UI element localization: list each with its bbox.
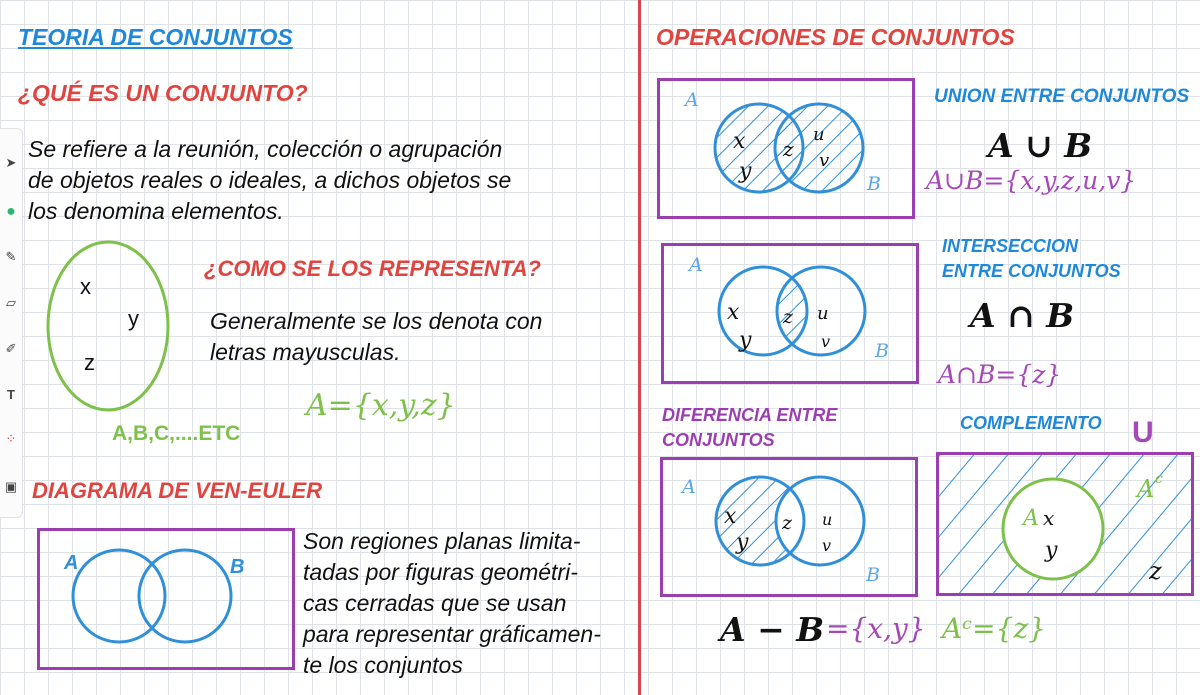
venn-example-diagram xyxy=(37,528,295,670)
definition-line: los denomina elementos. xyxy=(28,198,284,224)
difference-heading xyxy=(662,403,837,453)
venn-circle-b xyxy=(139,550,231,642)
complement-label-a: A xyxy=(1023,506,1039,531)
green-dot-icon[interactable]: ● xyxy=(6,203,16,220)
definition-line: de objetos reales o ideales, a dichos objetos se xyxy=(28,167,512,193)
difference-elem-y: y xyxy=(736,530,749,555)
difference-label-a: A xyxy=(682,476,696,498)
diagram-line: cas cerradas que se usan xyxy=(303,590,567,616)
difference-elem-x: x xyxy=(724,504,737,529)
highlighter-icon[interactable]: ✐ xyxy=(5,341,17,356)
complement-elem-z: z xyxy=(1149,557,1162,585)
diagram-line: te los conjuntos xyxy=(303,652,463,678)
represent-heading: ¿COMO SE LOS REPRESENTA? xyxy=(204,256,541,281)
venn-label-a: A xyxy=(64,552,79,574)
intersection-elem-u: u xyxy=(817,303,829,324)
union-elem-z: z xyxy=(783,137,794,161)
add-page-icon[interactable]: ▣ xyxy=(4,479,18,494)
letters-example: A,B,C,....ETC xyxy=(112,422,241,445)
intersection-label-a: A xyxy=(689,254,703,276)
page-divider xyxy=(638,0,641,695)
diagram-heading: DIAGRAMA DE VEN-EULER xyxy=(32,478,323,503)
union-elem-y: y xyxy=(739,159,752,184)
represent-text xyxy=(210,306,542,368)
shapes-icon[interactable]: ⁘ xyxy=(5,431,17,446)
diagram-line: Son regiones planas limita- xyxy=(303,528,581,554)
intersection-heading-line: ENTRE CONJUNTOS xyxy=(942,261,1121,281)
difference-diagram xyxy=(660,457,918,597)
question-heading: ¿QUÉ ES UN CONJUNTO? xyxy=(18,80,308,106)
page-title: TEORIA DE CONJUNTOS xyxy=(18,24,293,50)
complement-sup: c xyxy=(1155,471,1163,487)
union-symbol: A ∪ B xyxy=(988,126,1093,165)
eraser-icon[interactable]: ▱ xyxy=(6,295,16,310)
difference-label-b: B xyxy=(866,564,880,586)
represent-line: letras mayusculas. xyxy=(210,339,401,365)
intersection-heading xyxy=(942,234,1121,284)
tool-palette xyxy=(0,128,23,518)
difference-result: ={x,y} xyxy=(826,612,926,645)
difference-heading-line: DIFERENCIA ENTRE xyxy=(662,405,838,425)
union-label-a: A xyxy=(685,89,699,111)
intersection-symbol: A ∩ B xyxy=(970,296,1075,335)
set-notation: A={x,y,z} xyxy=(306,388,456,423)
diagram-text xyxy=(303,526,601,681)
complement-diagram xyxy=(939,455,1191,593)
complement-result: Aᶜ={z} xyxy=(942,612,1046,645)
diagram-line: tadas por figuras geométri- xyxy=(303,559,578,585)
intersection-diagram xyxy=(661,243,919,384)
intersection-elem-z: z xyxy=(783,306,794,328)
intersection-elem-x: x xyxy=(727,300,740,325)
complement-label-ac: A xyxy=(1137,475,1155,503)
ellipse-element-y: y xyxy=(128,306,139,331)
text-icon[interactable]: T xyxy=(7,387,15,402)
difference-formula: A − B xyxy=(720,610,825,649)
union-elem-v: v xyxy=(819,150,830,171)
difference-elem-u: u xyxy=(822,510,833,529)
union-result: A∪B={x,y,z,u,v} xyxy=(926,166,1137,195)
pen-icon[interactable]: ✎ xyxy=(5,249,17,264)
operations-title: OPERACIONES DE CONJUNTOS xyxy=(656,24,1015,50)
intersection-elem-y: y xyxy=(739,328,752,353)
difference-elem-z: z xyxy=(782,512,793,534)
union-heading: UNION ENTRE CONJUNTOS xyxy=(934,86,1190,107)
intersection-heading-line: INTERSECCION xyxy=(942,236,1079,256)
union-label-b: B xyxy=(867,173,881,195)
complement-elem-x: x xyxy=(1043,506,1055,530)
represent-line: Generalmente se los denota con xyxy=(210,308,543,334)
diagram-line: para representar gráficamen- xyxy=(303,621,601,647)
difference-elem-v: v xyxy=(822,536,832,555)
set-ellipse xyxy=(48,242,168,410)
complement-universe: U xyxy=(1132,416,1154,449)
cursor-icon[interactable]: ➤ xyxy=(5,155,17,170)
complement-elem-y: y xyxy=(1045,538,1058,563)
intersection-label-b: B xyxy=(875,340,889,362)
intersection-result: A∩B={z} xyxy=(938,360,1062,389)
complement-heading: COMPLEMENTO xyxy=(960,413,1102,433)
ellipse-element-x: x xyxy=(80,274,91,299)
set-ellipse-diagram xyxy=(40,238,180,418)
intersection-elem-v: v xyxy=(821,332,831,351)
union-elem-x: x xyxy=(733,129,746,154)
definition-text xyxy=(28,134,511,227)
ellipse-element-z: z xyxy=(84,350,95,375)
definition-line: Se refiere a la reunión, colección o agrupación xyxy=(28,136,503,162)
union-diagram xyxy=(657,78,915,219)
union-elem-u: u xyxy=(813,124,825,145)
venn-label-b: B xyxy=(230,556,245,578)
difference-heading-line: CONJUNTOS xyxy=(662,430,775,450)
